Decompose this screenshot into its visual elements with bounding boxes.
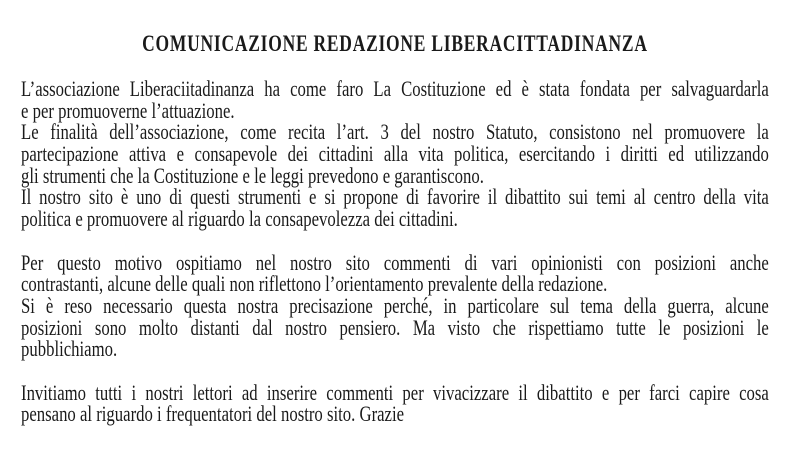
text-line: politica e promuovere al riguardo la consapevolezza dei cittadini.: [21, 206, 458, 232]
text-line: pubblichiamo.: [21, 336, 118, 362]
document-body: [21, 78, 769, 425]
text-line: partecipazione attiva e consapevole dei cittadini alla vita politica, esercitando i diritti ed utilizzando: [21, 141, 769, 167]
text-line: Il nostro sito è uno di questi strumenti e si propone di favorire il dibattito sui temi al centro della vita: [21, 184, 769, 210]
document-title: COMUNICAZIONE REDAZIONE LIBERACITTADINANZA: [142, 31, 648, 56]
text-line: Invitiamo tutti i nostri lettori ad inserire commenti per vivacizzare il dibattito e per farci capire cosa: [21, 379, 769, 405]
text-line: gli strumenti che la Costituzione e le leggi prevedono e garantiscono.: [21, 162, 484, 188]
text-line: Si è reso necessario questa nostra precisazione perché, in particolare sul tema della guerra, alcune: [21, 292, 769, 318]
text-line: pensano al riguardo i frequentatori del nostro sito. Grazie: [21, 401, 405, 427]
text-line: posizioni sono molto distanti dal nostro pensiero. Ma visto che rispettiamo tutte le posizioni le: [21, 314, 769, 340]
blank-line: [21, 360, 769, 382]
text-line: Le finalità dell’associazione, come recita l’art. 3 del nostro Statuto, consistono nel promuovere la: [21, 119, 769, 145]
text-line: Per questo motivo ospitiamo nel nostro sito commenti di vari opinionisti con posizioni anche: [21, 249, 769, 275]
text-line: L’associazione Liberaciitadinanza ha come faro La Costituzione ed è stata fondata per salvaguardarla: [21, 76, 769, 101]
blank-line: [21, 230, 769, 252]
text-line: contrastanti, alcune delle quali non riflettono l’orientamento prevalente della redazione.: [21, 271, 608, 297]
text-line: e per promuoverne l’attuazione.: [21, 97, 235, 123]
